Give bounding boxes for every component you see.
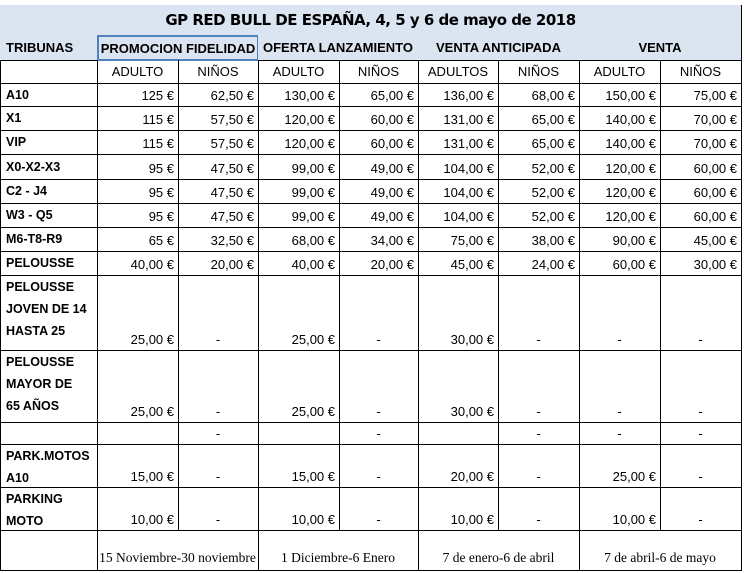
price-value: 120,00 € — [284, 112, 335, 127]
price-cell — [660, 422, 742, 445]
price-value: 140,00 € — [605, 136, 656, 151]
row-label-line: PARK.MOTOS — [6, 449, 90, 463]
price-value: - — [376, 426, 381, 441]
price-cell — [418, 179, 499, 204]
row-label-line: PELOUSSE — [6, 355, 75, 369]
price-value: 65,00 € — [531, 136, 575, 151]
price-value: 70,00 € — [693, 112, 737, 127]
price-cell — [178, 106, 259, 131]
price-cell — [579, 106, 661, 131]
price-value: 115 € — [142, 136, 174, 151]
price-cell — [258, 203, 340, 228]
row-label-line: VIP — [6, 135, 27, 149]
row-label-line: X1 — [6, 111, 22, 125]
price-cell — [339, 444, 419, 488]
price-cell — [579, 179, 661, 204]
price-value: - — [215, 426, 221, 441]
price-cell — [258, 487, 340, 531]
price-cell — [418, 251, 499, 276]
price-cell — [97, 275, 179, 351]
price-value: 52,00 € — [531, 161, 575, 176]
date-range-text: 7 de enero-6 de abril — [442, 550, 555, 565]
price-value: - — [376, 512, 381, 527]
row-label — [0, 251, 98, 276]
price-value: 25,00 € — [130, 404, 174, 419]
price-value: 120,00 € — [605, 161, 656, 176]
price-value: - — [698, 469, 703, 484]
price-value: 131,00 € — [443, 136, 494, 151]
price-cell — [258, 275, 340, 351]
column-subheader — [258, 60, 340, 84]
price-value: 15,00 € — [291, 469, 335, 484]
price-value: 65,00 € — [370, 88, 414, 103]
price-value: 10,00 € — [291, 512, 335, 527]
price-cell — [660, 275, 742, 351]
price-value: 99,00 € — [291, 161, 335, 176]
price-value: 45,00 € — [693, 233, 737, 248]
price-value: 49,00 € — [370, 161, 414, 176]
title-text: GP RED BULL DE ESPAÑA, 4, 5 y 6 de mayo de 2018 — [165, 11, 576, 29]
price-value: 120,00 € — [284, 136, 335, 151]
price-value: 140,00 € — [605, 112, 656, 127]
price-cell — [339, 350, 419, 423]
column-group-label: VENTA ANTICIPADA — [436, 40, 561, 55]
price-value: 30,00 € — [693, 257, 737, 272]
price-cell — [498, 83, 580, 107]
price-cell — [498, 106, 580, 131]
subheader-label: ADULTO — [111, 64, 164, 79]
price-value: 49,00 € — [370, 185, 414, 200]
date-range — [579, 530, 742, 571]
price-cell — [178, 444, 259, 488]
row-label — [0, 487, 98, 531]
price-cell — [339, 227, 419, 252]
row-label-line: JOVEN DE 14 — [6, 302, 87, 316]
price-cell — [258, 444, 340, 488]
price-cell — [498, 487, 580, 531]
price-cell — [178, 422, 259, 445]
row-label — [0, 422, 98, 445]
price-value: 20,00 € — [450, 469, 494, 484]
price-cell — [418, 154, 499, 180]
price-cell — [498, 422, 580, 445]
subheader-label: NIÑOS — [517, 64, 560, 79]
price-cell — [660, 203, 742, 228]
date-range-text: 15 Noviembre-30 noviembre — [99, 550, 256, 565]
column-subheader — [339, 60, 419, 84]
price-cell — [178, 275, 259, 351]
price-value: 40,00 € — [291, 257, 335, 272]
price-cell — [178, 227, 259, 252]
column-group-header — [97, 35, 259, 61]
row-label-line: PARKING — [6, 492, 63, 506]
price-value: 60,00 € — [370, 112, 414, 127]
price-cell — [660, 227, 742, 252]
price-value: 10,00 € — [130, 512, 174, 527]
price-cell — [258, 154, 340, 180]
price-cell — [579, 444, 661, 488]
price-cell — [660, 154, 742, 180]
row-label — [0, 130, 98, 155]
price-cell — [418, 444, 499, 488]
price-value: 75,00 € — [693, 88, 737, 103]
price-value: 60,00 € — [612, 257, 656, 272]
price-value: 70,00 € — [693, 136, 737, 151]
price-value: 130,00 € — [284, 88, 335, 103]
price-value: 10,00 € — [612, 512, 656, 527]
row-label-line: A10 — [6, 471, 29, 485]
price-cell — [579, 203, 661, 228]
price-cell — [418, 422, 499, 445]
column-subheader — [178, 60, 259, 84]
subheader-blank — [0, 60, 98, 84]
price-cell — [498, 130, 580, 155]
price-cell — [579, 350, 661, 423]
price-value: - — [376, 469, 381, 484]
price-value: 120,00 € — [605, 209, 656, 224]
price-value: 60,00 € — [693, 209, 737, 224]
price-cell — [339, 83, 419, 107]
price-value: 32,50 € — [210, 233, 254, 248]
price-cell — [339, 203, 419, 228]
price-cell — [178, 154, 259, 180]
row-label-line: HASTA 25 — [6, 324, 66, 338]
price-cell — [660, 130, 742, 155]
price-value: 52,00 € — [531, 209, 575, 224]
price-value: 47,50 € — [210, 209, 254, 224]
column-group-label: OFERTA LANZAMIENTO — [263, 40, 413, 55]
price-cell — [97, 154, 179, 180]
price-value: 25,00 € — [291, 332, 335, 347]
row-label-line: PELOUSSE — [6, 280, 75, 294]
price-cell — [579, 83, 661, 107]
price-cell — [178, 350, 259, 423]
price-value: 47,50 € — [210, 161, 254, 176]
price-cell — [258, 251, 340, 276]
price-cell — [178, 203, 259, 228]
price-value: 30,00 € — [450, 404, 494, 419]
price-cell — [339, 275, 419, 351]
price-value: - — [536, 426, 541, 441]
price-value: 60,00 € — [693, 185, 737, 200]
price-value: 95 € — [148, 161, 174, 176]
price-cell — [579, 154, 661, 180]
price-value: 75,00 € — [450, 233, 494, 248]
tribunas-label: TRIBUNAS — [6, 40, 74, 55]
price-cell — [418, 130, 499, 155]
price-cell — [418, 83, 499, 107]
price-cell — [97, 422, 179, 445]
price-cell — [498, 444, 580, 488]
price-cell — [660, 179, 742, 204]
price-cell — [97, 179, 179, 204]
price-cell — [660, 106, 742, 131]
price-value: 60,00 € — [370, 136, 414, 151]
column-subheader — [579, 60, 661, 84]
price-cell — [258, 106, 340, 131]
price-value: - — [617, 426, 622, 441]
price-value: 65 € — [148, 233, 174, 248]
price-cell — [660, 350, 742, 423]
price-value: 68,00 € — [531, 88, 575, 103]
subheader-label: NIÑOS — [197, 64, 239, 79]
column-subheader — [660, 60, 742, 84]
price-cell — [579, 275, 661, 351]
price-cell — [178, 130, 259, 155]
price-cell — [498, 179, 580, 204]
column-group-label: VENTA — [638, 40, 682, 55]
row-label-line: M6-T8-R9 — [6, 232, 63, 246]
price-value: - — [698, 426, 703, 441]
price-value: - — [698, 404, 703, 419]
price-cell — [97, 444, 179, 488]
price-value: 57,50 € — [210, 112, 254, 127]
price-cell — [660, 444, 742, 488]
price-value: 95 € — [148, 185, 174, 200]
price-cell — [258, 130, 340, 155]
price-value: - — [536, 404, 541, 419]
price-value: 45,00 € — [450, 257, 494, 272]
price-value: 95 € — [148, 209, 174, 224]
price-cell — [178, 487, 259, 531]
price-value: 65,00 € — [531, 112, 575, 127]
price-cell — [97, 251, 179, 276]
price-cell — [339, 130, 419, 155]
price-value: - — [698, 332, 703, 347]
row-label-line: C2 - J4 — [6, 184, 47, 198]
row-label — [0, 179, 98, 204]
price-value: 47,50 € — [210, 185, 254, 200]
price-value: - — [536, 512, 541, 527]
price-value: 60,00 € — [693, 161, 737, 176]
price-value: 125 € — [141, 88, 174, 103]
price-cell — [418, 275, 499, 351]
price-cell — [258, 83, 340, 107]
price-cell — [258, 227, 340, 252]
row-label — [0, 203, 98, 228]
price-cell — [339, 422, 419, 445]
price-cell — [579, 227, 661, 252]
price-cell — [258, 422, 340, 445]
price-cell — [498, 203, 580, 228]
date-range — [418, 530, 580, 571]
column-group-label: PROMOCION FIDELIDAD — [100, 40, 256, 56]
price-cell — [660, 487, 742, 531]
column-group-header — [418, 35, 580, 61]
price-value: 136,00 € — [443, 88, 494, 103]
price-cell — [97, 350, 179, 423]
row-label-line: A10 — [6, 87, 29, 102]
price-cell — [97, 130, 179, 155]
row-label — [0, 83, 98, 107]
price-value: 34,00 € — [370, 233, 414, 248]
column-subheader — [418, 60, 499, 84]
price-cell — [418, 487, 499, 531]
subheader-label: ADULTO — [593, 64, 646, 79]
row-label — [0, 227, 98, 252]
column-group-header — [579, 35, 742, 61]
price-cell — [339, 106, 419, 131]
price-value: 38,00 € — [531, 233, 575, 248]
price-cell — [418, 227, 499, 252]
price-value: 20,00 € — [370, 257, 414, 272]
row-label — [0, 154, 98, 180]
price-value: 131,00 € — [443, 112, 494, 127]
price-value: - — [536, 332, 541, 347]
price-value: 104,00 € — [443, 209, 494, 224]
row-label — [0, 444, 98, 488]
price-value: - — [376, 404, 381, 419]
price-cell — [178, 83, 259, 107]
row-label-line: 65 AÑOS — [6, 399, 60, 413]
price-value: 20,00 € — [210, 257, 254, 272]
price-value: 99,00 € — [291, 209, 335, 224]
price-value: 62,50 € — [210, 88, 254, 103]
price-cell — [97, 203, 179, 228]
price-value: - — [617, 332, 622, 347]
price-cell — [498, 275, 580, 351]
subheader-label: ADULTOS — [427, 64, 489, 79]
price-value: - — [215, 512, 221, 527]
price-cell — [579, 487, 661, 531]
price-value: 150,00 € — [605, 88, 656, 103]
column-subheader — [97, 60, 179, 84]
price-cell — [178, 251, 259, 276]
price-cell — [258, 179, 340, 204]
subheader-label: NIÑOS — [357, 64, 400, 79]
price-cell — [498, 251, 580, 276]
date-range — [258, 530, 419, 571]
price-cell — [178, 179, 259, 204]
subheader-label: ADULTO — [272, 64, 325, 79]
price-value: - — [617, 404, 622, 419]
price-value: 25,00 € — [612, 469, 656, 484]
column-group-header — [258, 35, 419, 61]
page-title — [0, 5, 742, 36]
price-value: - — [215, 332, 221, 347]
price-value: 68,00 € — [291, 233, 335, 248]
price-cell — [579, 251, 661, 276]
price-cell — [579, 422, 661, 445]
price-value: 10,00 € — [450, 512, 494, 527]
price-value: 52,00 € — [531, 185, 575, 200]
column-subheader — [498, 60, 580, 84]
price-value: 40,00 € — [130, 257, 174, 272]
footer-blank — [0, 530, 98, 571]
price-cell — [660, 251, 742, 276]
row-label-line: W3 - Q5 — [6, 208, 53, 222]
row-label-line: PELOUSSE — [6, 256, 75, 270]
price-cell — [97, 227, 179, 252]
price-value: 30,00 € — [450, 332, 494, 347]
price-value: 115 € — [142, 112, 174, 127]
row-label — [0, 275, 98, 351]
row-label-line: X0-X2-X3 — [6, 159, 61, 174]
price-cell — [498, 227, 580, 252]
price-cell — [258, 350, 340, 423]
row-label-line: MOTO — [6, 514, 44, 528]
price-value: - — [536, 469, 541, 484]
price-value: 57,50 € — [210, 136, 254, 151]
price-cell — [418, 106, 499, 131]
price-cell — [579, 130, 661, 155]
price-value: 25,00 € — [291, 404, 335, 419]
price-cell — [339, 251, 419, 276]
price-cell — [97, 106, 179, 131]
price-value: - — [698, 512, 703, 527]
price-cell — [660, 83, 742, 107]
price-value: 49,00 € — [370, 209, 414, 224]
date-range — [97, 530, 259, 571]
price-value: 25,00 € — [130, 332, 174, 347]
price-cell — [97, 487, 179, 531]
price-value: 15,00 € — [130, 469, 174, 484]
price-value: 24,00 € — [531, 257, 575, 272]
subheader-label: NIÑOS — [679, 64, 722, 79]
price-cell — [418, 350, 499, 423]
price-value: 104,00 € — [443, 161, 494, 176]
price-value: - — [376, 332, 381, 347]
price-value: 99,00 € — [291, 185, 335, 200]
price-cell — [339, 487, 419, 531]
row-label-line: MAYOR DE — [6, 377, 73, 391]
price-value: - — [215, 469, 221, 484]
price-value: 104,00 € — [443, 185, 494, 200]
date-range-text: 1 Diciembre-6 Enero — [281, 550, 395, 565]
column-header-tribunas — [0, 35, 98, 61]
price-cell — [97, 83, 179, 107]
row-label — [0, 350, 98, 423]
price-cell — [498, 350, 580, 423]
price-cell — [498, 154, 580, 180]
price-value: 120,00 € — [605, 185, 656, 200]
price-value: 90,00 € — [612, 233, 656, 248]
price-cell — [339, 154, 419, 180]
date-range-text: 7 de abril-6 de mayo — [604, 550, 716, 565]
price-value: - — [215, 404, 221, 419]
price-cell — [418, 203, 499, 228]
price-cell — [339, 179, 419, 204]
row-label — [0, 106, 98, 131]
